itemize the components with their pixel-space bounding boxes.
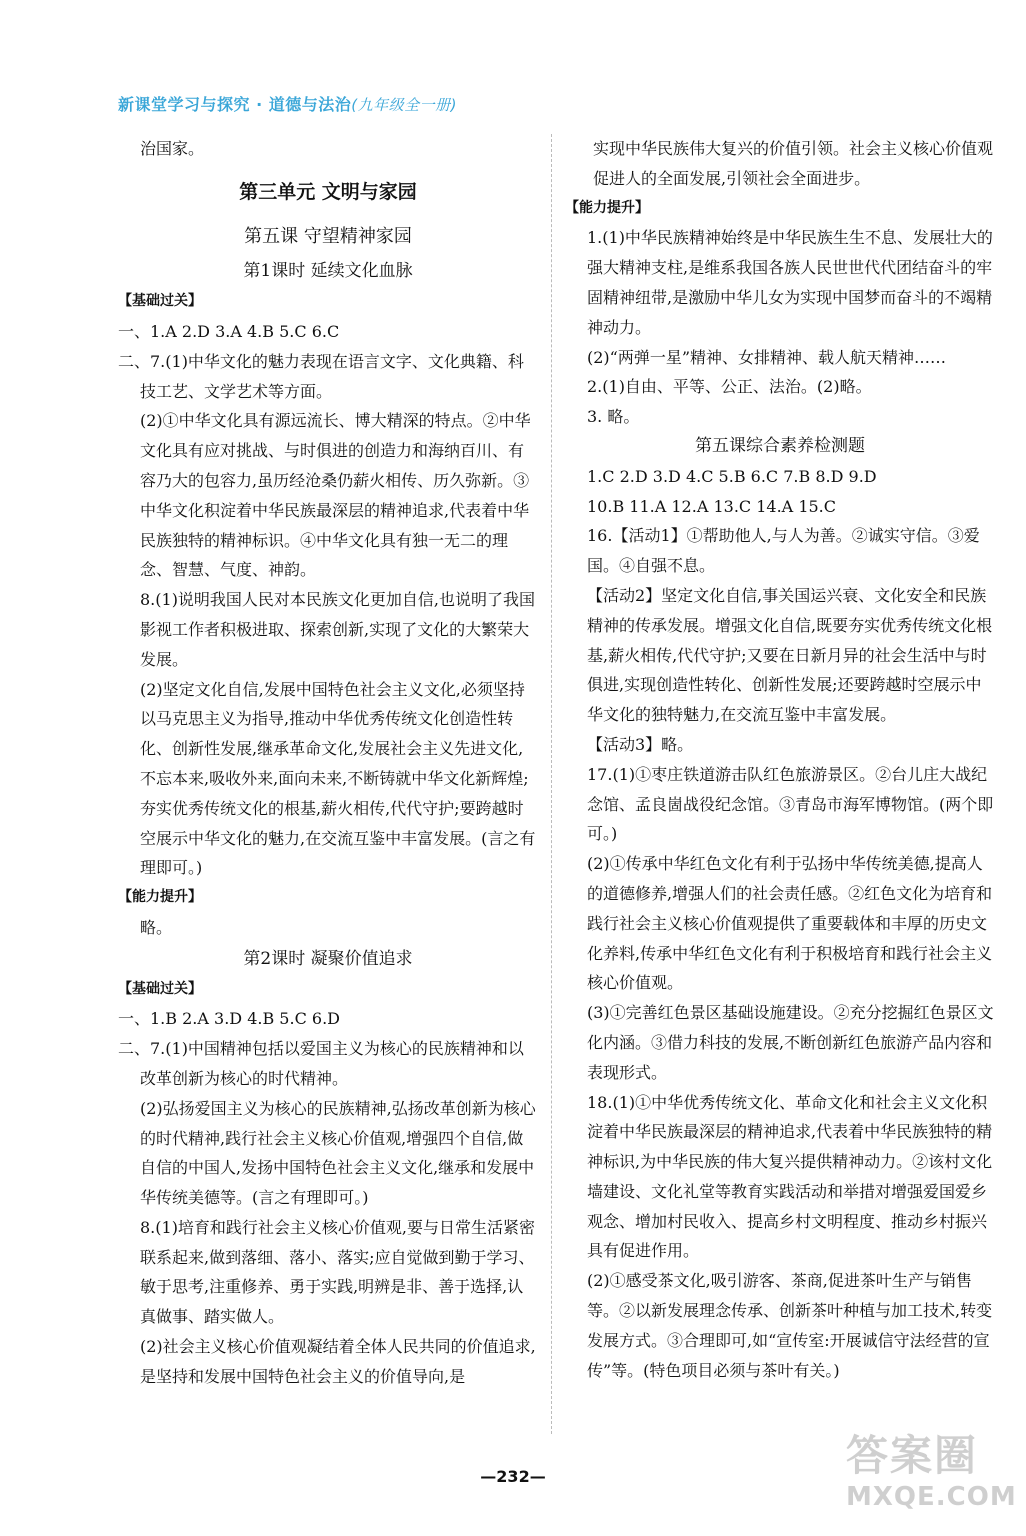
answer-q7-1: 二、7.(1)中国精神包括以爱国主义为核心的民族精神和以改革创新为核心的时代精神。 (118, 1039, 524, 1088)
answer-ability-1-1: 1.(1)中华民族精神始终是中华民族生生不息、发展壮大的强大精神支柱,是维系我国各族人民世世代代团结奋斗的牢固精神纽带,是激励中华儿女为实现中国梦而奋斗的不竭精神动力。 (587, 228, 993, 337)
continued-text: 实现中华民族伟大复兴的价值引领。社会主义核心价值观促进人的全面发展,引领社会全面进步。 (593, 139, 994, 188)
unit-title: 第三单元 文明与家园 (239, 180, 417, 203)
answer-q16-1: 16.【活动1】①帮助他人,与人为善。②诚实守信。③爱国。④自强不息。 (587, 526, 980, 576)
answer-ability-1-2: (2)“两弹一星”精神、女排精神、载人航天精神…… (587, 347, 947, 367)
answer-q8-1: 8.(1)培育和践行社会主义核心价值观,要与日常生活紧密联系起来,做到落细、落小、落实;应自觉做到勤于学习、敏于思考,注重修养、勇于实践,明辨是非、善于选择,认真做事、踏实做人。 (140, 1217, 536, 1327)
section-label-ability: 【能力提升】 (118, 889, 202, 906)
answer-q17-3: (3)①完善红色景区基础设施建设。②充分挖掘红色景区文化内涵。③借力科技的发展,不断创新红色旅游产品内容和表现形式。 (587, 1003, 994, 1082)
answer-q18-2: (2)①感受茶文化,吸引游客、茶商,促进茶叶生产与销售等。②以新发展理念传承、创新茶叶种植与加工技术,转变发展方式。③合理即可,如“宣传室:开展诚信守法经营的宣传”等。(特色项目必须与茶叶有关。) (587, 1271, 993, 1380)
answer-q7-1: 二、7.(1)中华文化的魅力表现在语言文字、文化典籍、科技工艺、文学艺术等方面。 (118, 351, 524, 401)
running-header (118, 92, 457, 115)
answer-q17-1: 17.(1)①枣庄铁道游击队红色旅游景区。②台儿庄大战纪念馆、孟良崮战役纪念馆。③青岛市海军博物馆。(两个即可。) (587, 764, 994, 844)
answer-mc-row-1: 1.C 2.D 3.D 4.C 5.B 6.C 7.B 8.D 9.D (587, 466, 877, 486)
answer-ability: 略。 (140, 917, 173, 937)
answer-q7-2: (2)①中华文化具有源远流长、博大精深的特点。②中华文化具有应对挑战、与时俱进的创造力和海纳百川、有容乃大的包容力,虽历经沧桑仍薪火相传、历久弥新。③中华文化积淀着中华民族最深层的精神追求,代表着中华民族独特的精神标识。④中华文化具有独一无二的理念、智慧、气度、神韵。 (140, 411, 531, 580)
answer-q16-2: 【活动2】坚定文化自信,事关国运兴衰、文化安全和民族精神的传承发展。增强文化自信,既要夯实优秀传统文化根基,薪火相传,代代守护;又要在日新月异的社会生活中与时俱进,实现创造性转化、创新性发展;还要跨越时空展示中华文化的独特魅力,在交流互鉴中丰富发展。 (587, 585, 993, 725)
section-label-ability: 【能力提升】 (565, 199, 649, 216)
answer-q8-2: (2)社会主义核心价值观凝结着全体人民共同的价值追求,是坚持和发展中国特色社会主义的价值导向,是 (140, 1337, 536, 1386)
answer-q7-2: (2)弘扬爱国主义为核心的民族精神,弘扬改革创新为核心的时代精神,践行社会主义核心价值观,增强四个自信,做自信的中国人,发扬中国特色社会主义文化,继承和发展中华传统美德等。(言之有理即可。) (140, 1098, 536, 1208)
left-column (118, 134, 538, 1392)
answer-q18-1: 18.(1)①中华优秀传统文化、革命文化和社会主义文化积淀着中华民族最深层的精神追求,代表着中华民族独特的精神标识,为中华民族的伟大复兴提供精神动力。②该村文化墙建设、文化礼堂等教育实践活动和举措对增强爱国爱乡观念、增加村民收入、提高乡村文明程度、推动乡村振兴具有促进作用。 (587, 1092, 993, 1261)
answer-mc: 一、1.B 2.A 3.D 4.B 5.C 6.D (118, 1009, 340, 1029)
answer-ability-2: 2.(1)自由、平等、公正、法治。(2)略。 (587, 377, 872, 397)
answer-q8-1: 8.(1)说明我国人民对本民族文化更加自信,也说明了我国影视工作者积极进取、探索创新,实现了文化的大繁荣大发展。 (140, 590, 536, 669)
section-label-basic: 【基础过关】 (118, 980, 202, 997)
lesson-title: 第五课 守望精神家园 (244, 225, 412, 247)
period-title-2: 第2课时 凝聚价值追求 (243, 948, 413, 969)
column-divider (551, 134, 552, 1434)
test-title: 第五课综合素养检测题 (695, 435, 865, 456)
section-label-basic: 【基础过关】 (118, 293, 202, 310)
answer-q8-2: (2)坚定文化自信,发展中国特色社会主义文化,必须坚持以马克思主义为指导,推动中华优秀传统文化创造性转化、创新性发展,继承革命文化,发展社会主义先进文化,不忘本来,吸收外来,面向未来,不断铸就中华文化新辉煌;夯实优秀传统文化的根基,薪火相传,代代守护;要跨越时空展示中华文化的魅力,在交流互鉴中丰富发展。(言之有理即可。) (140, 679, 536, 878)
watermark-text: 答案圈 (846, 1431, 979, 1480)
watermark-url: MXQE.COM (846, 1482, 1017, 1512)
header-subtitle: (九年级全一册) (351, 96, 457, 114)
continued-text: 治国家。 (140, 139, 205, 158)
header-title: 新课堂学习与探究 · 道德与法治 (118, 95, 352, 114)
page-number: —232— (480, 1467, 546, 1486)
answer-mc-row-2: 10.B 11.A 12.A 13.C 14.A 15.C (587, 496, 837, 516)
watermark-logo (846, 1430, 1016, 1526)
answer-ability-3: 3. 略。 (587, 407, 640, 427)
answer-q17-2: (2)①传承中华红色文化有利于弘扬中华传统美德,提高人的道德修养,增强人们的社会责任感。②红色文化为培育和践行社会主义核心价值观提供了重要载体和丰厚的历史文化养料,传承中华红色文化有利于积极培育和践行社会主义核心价值观。 (587, 854, 993, 993)
right-column (565, 134, 995, 1385)
answer-q16-3: 【活动3】略。 (587, 734, 694, 754)
answer-mc: 一、1.A 2.D 3.A 4.B 5.C 6.C (118, 321, 340, 341)
period-title-1: 第1课时 延续文化血脉 (243, 261, 413, 282)
